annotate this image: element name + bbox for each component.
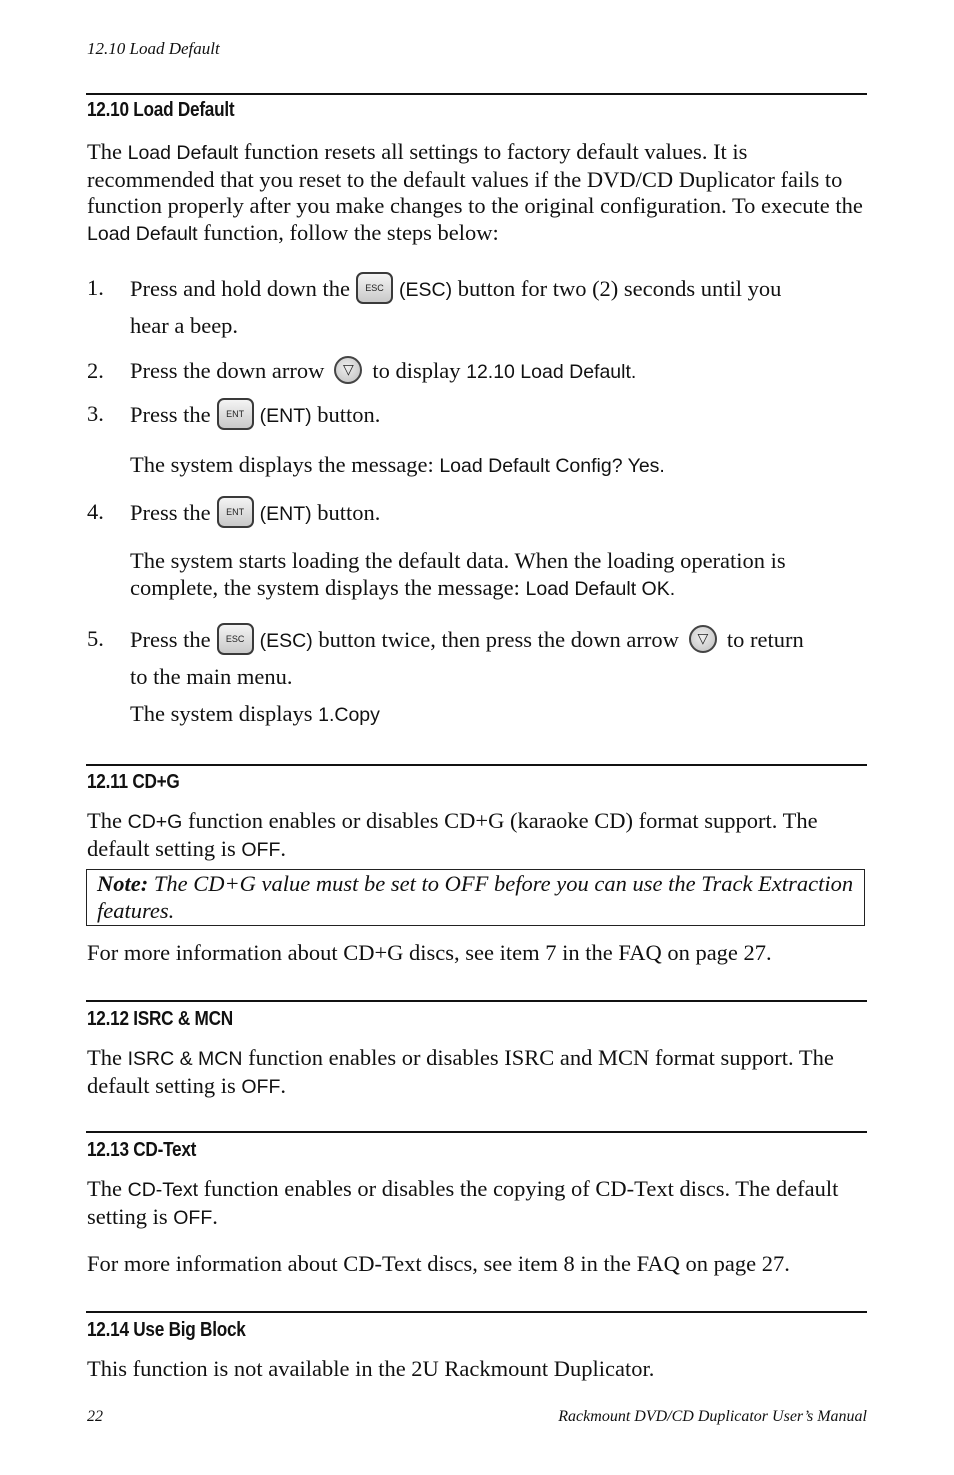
- cdg-more-info: For more information about CD+G discs, see item 7 in the FAQ on page 27.: [87, 940, 772, 965]
- step-5: 5. Press the ESC (ESC) button twice, then press the down arrow ▽ to return to the main menu. The system displays 1.Copy: [87, 626, 877, 736]
- cdg-description: The CD+G function enables or disables CD+G (karaoke CD) format support. The default setting is OFF.: [87, 808, 818, 861]
- page-number: 22: [87, 1408, 103, 1425]
- esc-button-icon: ESC: [356, 272, 393, 304]
- isrc-mcn-description: The ISRC & MCN function enables or disables ISRC and MCN format support. The default setting is OFF.: [87, 1045, 834, 1098]
- step-number: 2.: [87, 358, 104, 383]
- running-head: 12.10 Load Default: [87, 39, 220, 58]
- esc-button-icon: ESC: [217, 623, 254, 655]
- step-4-message-line: complete, the system displays the message: Load Default OK.: [130, 575, 676, 600]
- step-2: 2. Press the down arrow ▽ to display 12.10 Load Default.: [87, 358, 877, 388]
- section-rule: [86, 1311, 867, 1313]
- section-rule: [86, 1131, 867, 1133]
- keyword-load-default: Load Default: [87, 222, 198, 245]
- section-rule: [86, 1000, 867, 1002]
- step-5-continued: to the main menu.: [130, 664, 293, 689]
- step-5-result: The system displays 1.Copy: [130, 701, 380, 726]
- ent-button-icon: ENT: [217, 496, 254, 528]
- step-number: 1.: [87, 275, 104, 300]
- step-number: 5.: [87, 626, 104, 651]
- step-3: 3. Press the ENT (ENT) button. The system displays the message: Load Default Config? Yes.: [87, 401, 877, 481]
- step-number: 4.: [87, 499, 104, 524]
- load-default-intro: The Load Default function resets all settings to factory default values. It is recommended that you reset to the default values if the DVD/CD Duplicator fails to function properly after you make changes to the original configuration. To execute the Load Default function, follow the steps below:: [87, 139, 863, 245]
- note-box: [86, 869, 865, 926]
- section-rule: [86, 93, 867, 95]
- keyword-load-default: Load Default: [127, 142, 239, 164]
- section-heading-cd-text: 12.13 CD-Text: [87, 1139, 197, 1161]
- section-heading-use-big-block: 12.14 Use Big Block: [87, 1319, 246, 1341]
- step-1-continued: hear a beep.: [130, 313, 239, 338]
- step-number: 3.: [87, 401, 104, 426]
- note-text: The CD+G value must be set to OFF before you can use the Track Extraction features.: [97, 871, 854, 923]
- cd-text-more-info: For more information about CD-Text discs, see item 8 in the FAQ on page 27.: [87, 1251, 790, 1276]
- step-4: 4. Press the ENT (ENT) button. The system starts loading the default data. When the loading operation is complete, the system displays the message: Load Default OK.: [87, 499, 877, 609]
- ent-button-icon: ENT: [217, 398, 254, 430]
- section-heading-cdg: 12.11 CD+G: [87, 771, 180, 793]
- section-heading-load-default: 12.10 Load Default: [87, 99, 235, 121]
- section-heading-isrc-mcn: 12.12 ISRC & MCN: [87, 1008, 233, 1030]
- step-4-message-line: The system starts loading the default data. When the loading operation is: [130, 548, 786, 573]
- down-arrow-button-icon: ▽: [689, 625, 717, 653]
- section-rule: [86, 764, 867, 766]
- note-label: Note:: [97, 871, 149, 896]
- use-big-block-description: This function is not available in the 2U Rackmount Duplicator.: [87, 1356, 655, 1381]
- down-arrow-button-icon: ▽: [334, 356, 362, 384]
- manual-title: Rackmount DVD/CD Duplicator User’s Manual: [558, 1408, 867, 1425]
- step-3-message: The system displays the message: Load Default Config? Yes.: [130, 452, 665, 477]
- step-1: 1. Press and hold down the ESC (ESC) button for two (2) seconds until you hear a beep.: [87, 275, 877, 345]
- cd-text-description: The CD-Text function enables or disables the copying of CD-Text discs. The default setting is OFF.: [87, 1176, 839, 1229]
